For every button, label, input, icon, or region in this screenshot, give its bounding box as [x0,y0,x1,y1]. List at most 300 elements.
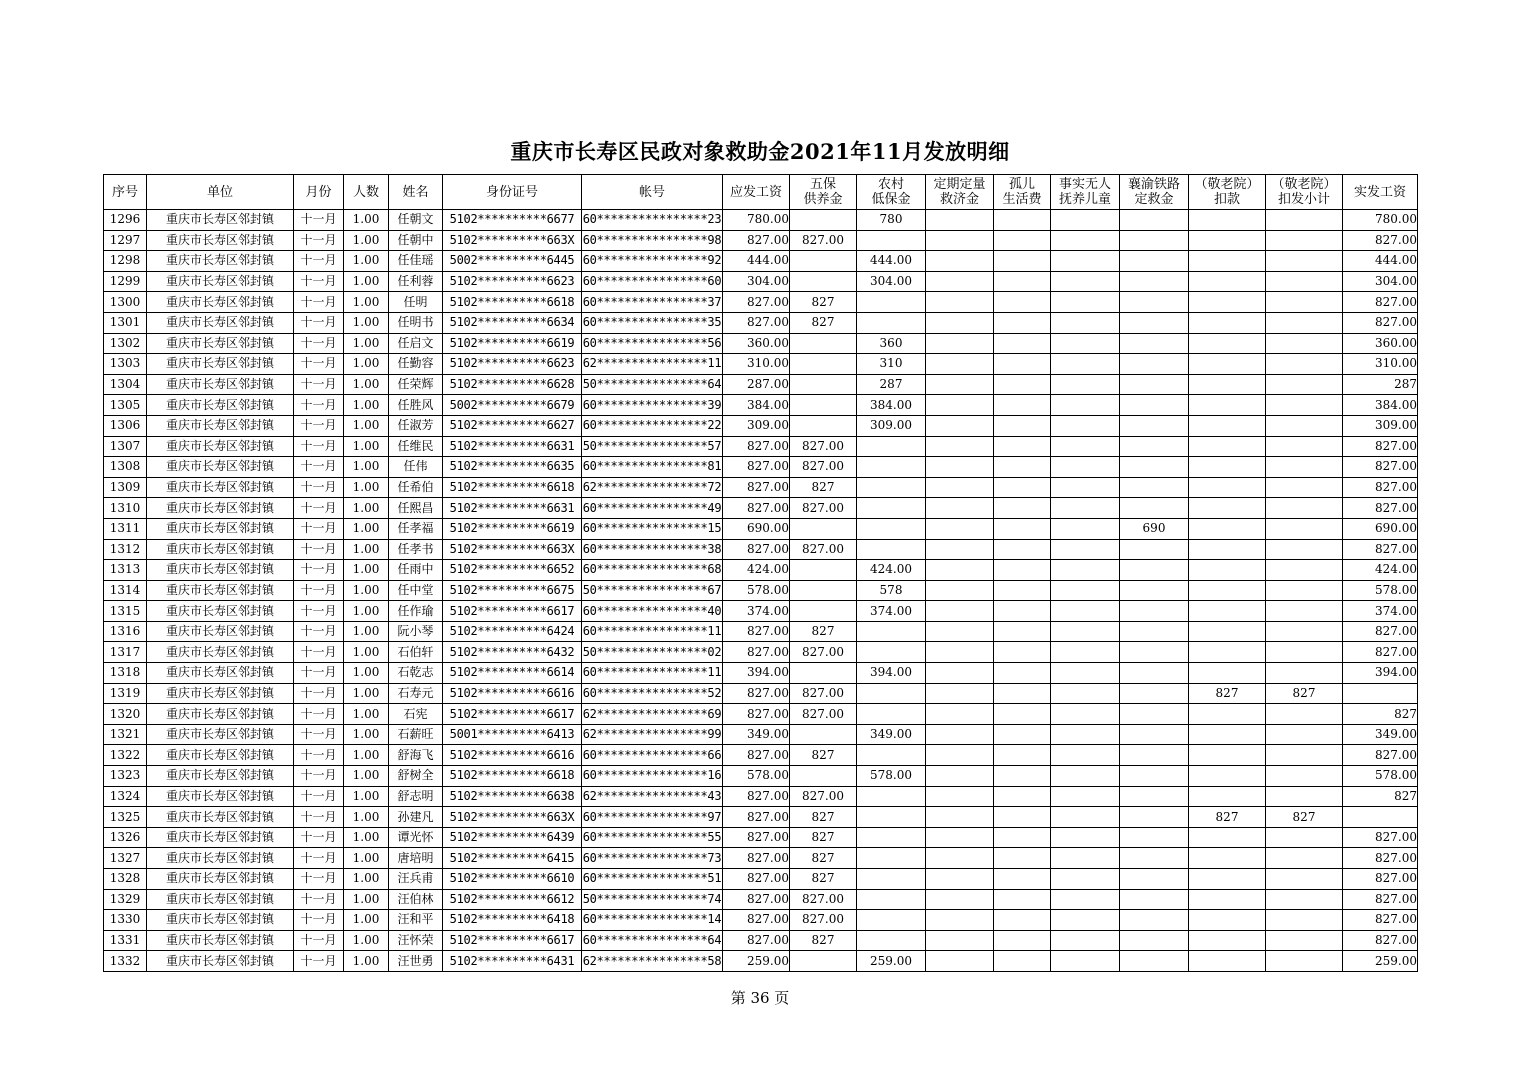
table-cell: 827.00 [790,498,857,519]
table-cell [1051,766,1120,787]
table-cell [994,807,1051,828]
table-cell: 1.00 [344,580,389,601]
table-cell: 1325 [104,807,147,828]
table-cell: 827 [790,621,857,642]
table-cell: 重庆市长寿区邻封镇 [147,560,294,581]
table-cell [1051,663,1120,684]
table-cell: 重庆市长寿区邻封镇 [147,642,294,663]
table-cell: 1.00 [344,539,389,560]
table-cell: 5102**********6439 [443,827,582,848]
table-cell [1189,292,1266,313]
table-cell [926,251,994,272]
table-cell [790,951,857,972]
table-cell: 1.00 [344,415,389,436]
table-cell [1189,477,1266,498]
table-cell: 1307 [104,436,147,457]
table-cell: 827 [790,745,857,766]
table-cell: 十一月 [294,889,344,910]
table-cell [994,539,1051,560]
table-cell: 374.00 [857,601,926,622]
table-cell [1266,724,1343,745]
table-cell: 349.00 [1343,724,1418,745]
table-cell: 十一月 [294,663,344,684]
table-cell: 谭光怀 [389,827,443,848]
table-cell [1189,498,1266,519]
table-cell: 舒树全 [389,766,443,787]
table-cell [1266,601,1343,622]
table-cell [1051,724,1120,745]
table-cell [1266,498,1343,519]
table-cell: 十一月 [294,930,344,951]
table-cell: 任佳瑶 [389,251,443,272]
table-cell: 827 [1189,683,1266,704]
column-header: 实发工资 [1343,175,1418,210]
table-cell: 5102**********6432 [443,642,582,663]
table-cell [994,930,1051,951]
table-cell: 578.00 [1343,580,1418,601]
table-cell [926,786,994,807]
table-cell: 827.00 [1343,539,1418,560]
table-row [104,663,1418,684]
table-cell [994,560,1051,581]
table-cell [1120,210,1189,231]
table-cell [1266,354,1343,375]
table-cell [926,704,994,725]
table-cell: 1299 [104,271,147,292]
table-cell: 60****************81 [582,457,723,478]
table-cell [1051,230,1120,251]
table-cell: 十一月 [294,457,344,478]
table-cell: 60****************60 [582,271,723,292]
table-cell [994,869,1051,890]
table-cell [1120,457,1189,478]
table-cell [1120,683,1189,704]
table-row [104,395,1418,416]
table-cell: 1.00 [344,477,389,498]
table-cell [926,374,994,395]
table-cell [926,457,994,478]
table-cell: 827 [790,807,857,828]
table-cell: 827.00 [1343,621,1418,642]
table-cell: 5102**********6424 [443,621,582,642]
table-cell: 827.00 [790,457,857,478]
table-row [104,745,1418,766]
table-cell: 任朝文 [389,210,443,231]
table-cell: 1.00 [344,271,389,292]
table-cell: 60****************98 [582,230,723,251]
table-cell [1189,745,1266,766]
table-cell: 十一月 [294,539,344,560]
table-row [104,210,1418,231]
table-cell: 重庆市长寿区邻封镇 [147,415,294,436]
table-cell: 5102**********6610 [443,869,582,890]
table-cell: 重庆市长寿区邻封镇 [147,374,294,395]
table-cell: 1320 [104,704,147,725]
table-cell [926,333,994,354]
table-cell: 60****************15 [582,518,723,539]
table-cell: 任荣辉 [389,374,443,395]
table-row [104,230,1418,251]
table-cell: 任中堂 [389,580,443,601]
table-cell [994,498,1051,519]
table-cell [1051,251,1120,272]
table-cell [1189,333,1266,354]
table-cell: 重庆市长寿区邻封镇 [147,292,294,313]
table-cell [994,704,1051,725]
table-cell: 62****************69 [582,704,723,725]
table-cell: 1300 [104,292,147,313]
table-cell [1189,889,1266,910]
table-cell [1189,930,1266,951]
table-cell: 十一月 [294,910,344,931]
table-cell [857,477,926,498]
table-cell: 任胜风 [389,395,443,416]
column-header: 应发工资 [723,175,790,210]
table-cell [1343,807,1418,828]
table-row [104,271,1418,292]
table-cell [994,395,1051,416]
table-cell: 5102**********6618 [443,766,582,787]
table-cell: 5102**********6617 [443,930,582,951]
table-cell: 十一月 [294,560,344,581]
table-cell: 360 [857,333,926,354]
table-cell: 60****************11 [582,621,723,642]
table-cell [1120,560,1189,581]
table-cell: 310 [857,354,926,375]
table-cell [1266,292,1343,313]
table-cell: 重庆市长寿区邻封镇 [147,436,294,457]
table-cell: 5102**********6612 [443,889,582,910]
table-cell: 石伯轩 [389,642,443,663]
table-row [104,704,1418,725]
table-cell [994,889,1051,910]
table-cell [790,354,857,375]
table-cell [1266,210,1343,231]
table-cell: 重庆市长寿区邻封镇 [147,766,294,787]
table-cell: 309.00 [1343,415,1418,436]
table-cell: 1.00 [344,889,389,910]
table-cell [1120,477,1189,498]
column-header: 姓名 [389,175,443,210]
table-cell: 578.00 [723,766,790,787]
table-cell: 十一月 [294,807,344,828]
table-cell: 1306 [104,415,147,436]
table-cell [926,869,994,890]
table-cell: 827.00 [723,230,790,251]
table-cell [926,930,994,951]
table-cell [1120,786,1189,807]
table-cell [1189,848,1266,869]
table-cell: 1.00 [344,601,389,622]
table-cell [1266,518,1343,539]
table-cell [926,477,994,498]
table-cell [857,436,926,457]
table-cell: 任孝福 [389,518,443,539]
table-cell: 1.00 [344,312,389,333]
table-cell: 394.00 [723,663,790,684]
table-row [104,580,1418,601]
table-cell: 690 [1120,518,1189,539]
table-cell [1266,415,1343,436]
table-cell [1266,951,1343,972]
table-cell [926,292,994,313]
table-cell: 石薪旺 [389,724,443,745]
table-cell [1120,415,1189,436]
table-cell [1266,869,1343,890]
table-cell: 62****************43 [582,786,723,807]
table-cell: 827.00 [790,539,857,560]
table-cell: 384.00 [723,395,790,416]
table-cell: 60****************66 [582,745,723,766]
table-cell: 任孝书 [389,539,443,560]
table-cell: 827 [790,930,857,951]
table-cell: 唐培明 [389,848,443,869]
table-cell: 1332 [104,951,147,972]
table-row [104,477,1418,498]
table-row [104,827,1418,848]
table-cell [1051,704,1120,725]
table-cell: 1321 [104,724,147,745]
column-header: 五保 供养金 [790,175,857,210]
table-cell [857,230,926,251]
table-cell: 5102**********6618 [443,292,582,313]
table-cell: 827.00 [723,621,790,642]
table-cell: 60****************40 [582,601,723,622]
table-cell [994,910,1051,931]
table-cell: 十一月 [294,786,344,807]
table-cell: 十一月 [294,374,344,395]
table-cell: 259.00 [1343,951,1418,972]
table-cell: 827.00 [723,642,790,663]
table-cell [1120,724,1189,745]
table-cell [857,930,926,951]
table-cell: 309.00 [723,415,790,436]
table-cell: 石乾志 [389,663,443,684]
table-cell [926,395,994,416]
table-cell [926,745,994,766]
table-cell: 任伟 [389,457,443,478]
table-cell: 1.00 [344,374,389,395]
table-cell: 重庆市长寿区邻封镇 [147,724,294,745]
table-cell [1189,827,1266,848]
table-cell: 十一月 [294,477,344,498]
table-cell: 重庆市长寿区邻封镇 [147,848,294,869]
table-cell: 十一月 [294,580,344,601]
table-cell: 汪伯林 [389,889,443,910]
table-cell [1120,251,1189,272]
table-cell [857,704,926,725]
table-cell: 十一月 [294,312,344,333]
column-header: 襄渝铁路 定救金 [1120,175,1189,210]
table-cell: 石宪 [389,704,443,725]
table-cell: 827.00 [1343,827,1418,848]
table-cell [1051,312,1120,333]
table-cell: 1.00 [344,827,389,848]
table-row [104,292,1418,313]
table-cell [1189,457,1266,478]
table-cell: 424.00 [1343,560,1418,581]
table-cell: 827.00 [723,312,790,333]
table-cell: 1308 [104,457,147,478]
table-cell [1120,827,1189,848]
table-cell [1189,910,1266,931]
table-row [104,560,1418,581]
table-cell [1120,745,1189,766]
table-row [104,766,1418,787]
table-cell [994,786,1051,807]
table-cell: 舒海飞 [389,745,443,766]
table-row [104,251,1418,272]
table-cell [994,663,1051,684]
column-header: 事实无人 抚养儿童 [1051,175,1120,210]
table-cell: 1315 [104,601,147,622]
table-cell [1189,724,1266,745]
table-cell: 827.00 [723,869,790,890]
table-cell: 1322 [104,745,147,766]
table-cell: 5102**********6638 [443,786,582,807]
table-cell: 十一月 [294,354,344,375]
table-cell: 60****************52 [582,683,723,704]
table-cell: 60****************39 [582,395,723,416]
table-cell [926,580,994,601]
table-cell [857,910,926,931]
table-cell: 十一月 [294,251,344,272]
table-cell: 384.00 [857,395,926,416]
table-cell: 任熙昌 [389,498,443,519]
table-cell: 827.00 [723,807,790,828]
table-cell: 重庆市长寿区邻封镇 [147,930,294,951]
table-cell: 任明书 [389,312,443,333]
table-cell: 1310 [104,498,147,519]
table-cell [857,827,926,848]
table-cell [1120,621,1189,642]
table-cell [1051,683,1120,704]
table-cell: 任淑芳 [389,415,443,436]
column-header: 人数 [344,175,389,210]
table-cell: 1316 [104,621,147,642]
table-cell: 60****************22 [582,415,723,436]
table-cell [1266,251,1343,272]
table-cell [926,848,994,869]
table-cell: 1.00 [344,436,389,457]
table-cell [994,745,1051,766]
table-cell: 重庆市长寿区邻封镇 [147,230,294,251]
table-cell [926,910,994,931]
table-cell: 62****************58 [582,951,723,972]
table-cell [790,580,857,601]
table-cell: 重庆市长寿区邻封镇 [147,910,294,931]
table-cell [1120,580,1189,601]
table-cell: 汪兵甫 [389,869,443,890]
table-cell [926,807,994,828]
table-cell [926,312,994,333]
table-cell: 287.00 [723,374,790,395]
table-cell: 304.00 [1343,271,1418,292]
table-cell: 5002**********6445 [443,251,582,272]
table-cell: 827.00 [1343,457,1418,478]
table-row [104,910,1418,931]
table-cell [1051,951,1120,972]
table-cell: 780 [857,210,926,231]
table-cell: 827.00 [723,292,790,313]
table-cell: 重庆市长寿区邻封镇 [147,580,294,601]
table-cell [1051,930,1120,951]
table-cell: 1.00 [344,230,389,251]
table-cell: 827.00 [1343,869,1418,890]
table-cell: 5102**********6623 [443,354,582,375]
table-cell: 5102**********6616 [443,745,582,766]
table-cell [790,374,857,395]
table-cell: 重庆市长寿区邻封镇 [147,807,294,828]
table-cell: 60****************68 [582,560,723,581]
table-cell: 5102**********6618 [443,477,582,498]
table-cell [1051,807,1120,828]
table-cell [1120,292,1189,313]
table-cell: 827 [790,869,857,890]
table-cell: 1.00 [344,518,389,539]
table-row [104,457,1418,478]
table-cell [926,560,994,581]
table-cell: 384.00 [1343,395,1418,416]
table-cell [790,415,857,436]
column-header: 身份证号 [443,175,582,210]
table-cell: 827.00 [723,910,790,931]
table-cell: 304.00 [857,271,926,292]
table-cell: 5102**********663X [443,230,582,251]
column-header: 帐号 [582,175,723,210]
table-cell [1051,786,1120,807]
table-cell: 310.00 [1343,354,1418,375]
table-cell: 十一月 [294,498,344,519]
table-cell: 1330 [104,910,147,931]
table-cell [1189,271,1266,292]
table-cell: 重庆市长寿区邻封镇 [147,518,294,539]
table-cell: 827.00 [723,539,790,560]
table-cell: 5102**********6619 [443,518,582,539]
table-cell: 十一月 [294,827,344,848]
table-cell: 1.00 [344,930,389,951]
table-cell: 十一月 [294,395,344,416]
table-cell: 374.00 [1343,601,1418,622]
table-cell: 827.00 [723,745,790,766]
table-cell [994,683,1051,704]
table-row [104,889,1418,910]
table-cell: 349.00 [723,724,790,745]
relief-payment-table [103,174,1418,972]
table-cell: 50****************67 [582,580,723,601]
table-cell [1051,621,1120,642]
table-cell [1051,539,1120,560]
table-cell [1120,601,1189,622]
table-cell [926,642,994,663]
table-cell: 任利蓉 [389,271,443,292]
table-cell: 827.00 [723,704,790,725]
table-cell: 任希伯 [389,477,443,498]
table-cell: 十一月 [294,704,344,725]
table-cell [1266,271,1343,292]
table-cell [1189,312,1266,333]
table-cell: 1298 [104,251,147,272]
table-cell: 827.00 [723,848,790,869]
table-cell: 827.00 [723,683,790,704]
table-row [104,539,1418,560]
table-cell [1051,910,1120,931]
table-cell: 1.00 [344,354,389,375]
table-cell [994,230,1051,251]
table-cell [857,292,926,313]
table-cell [790,333,857,354]
table-cell: 1323 [104,766,147,787]
